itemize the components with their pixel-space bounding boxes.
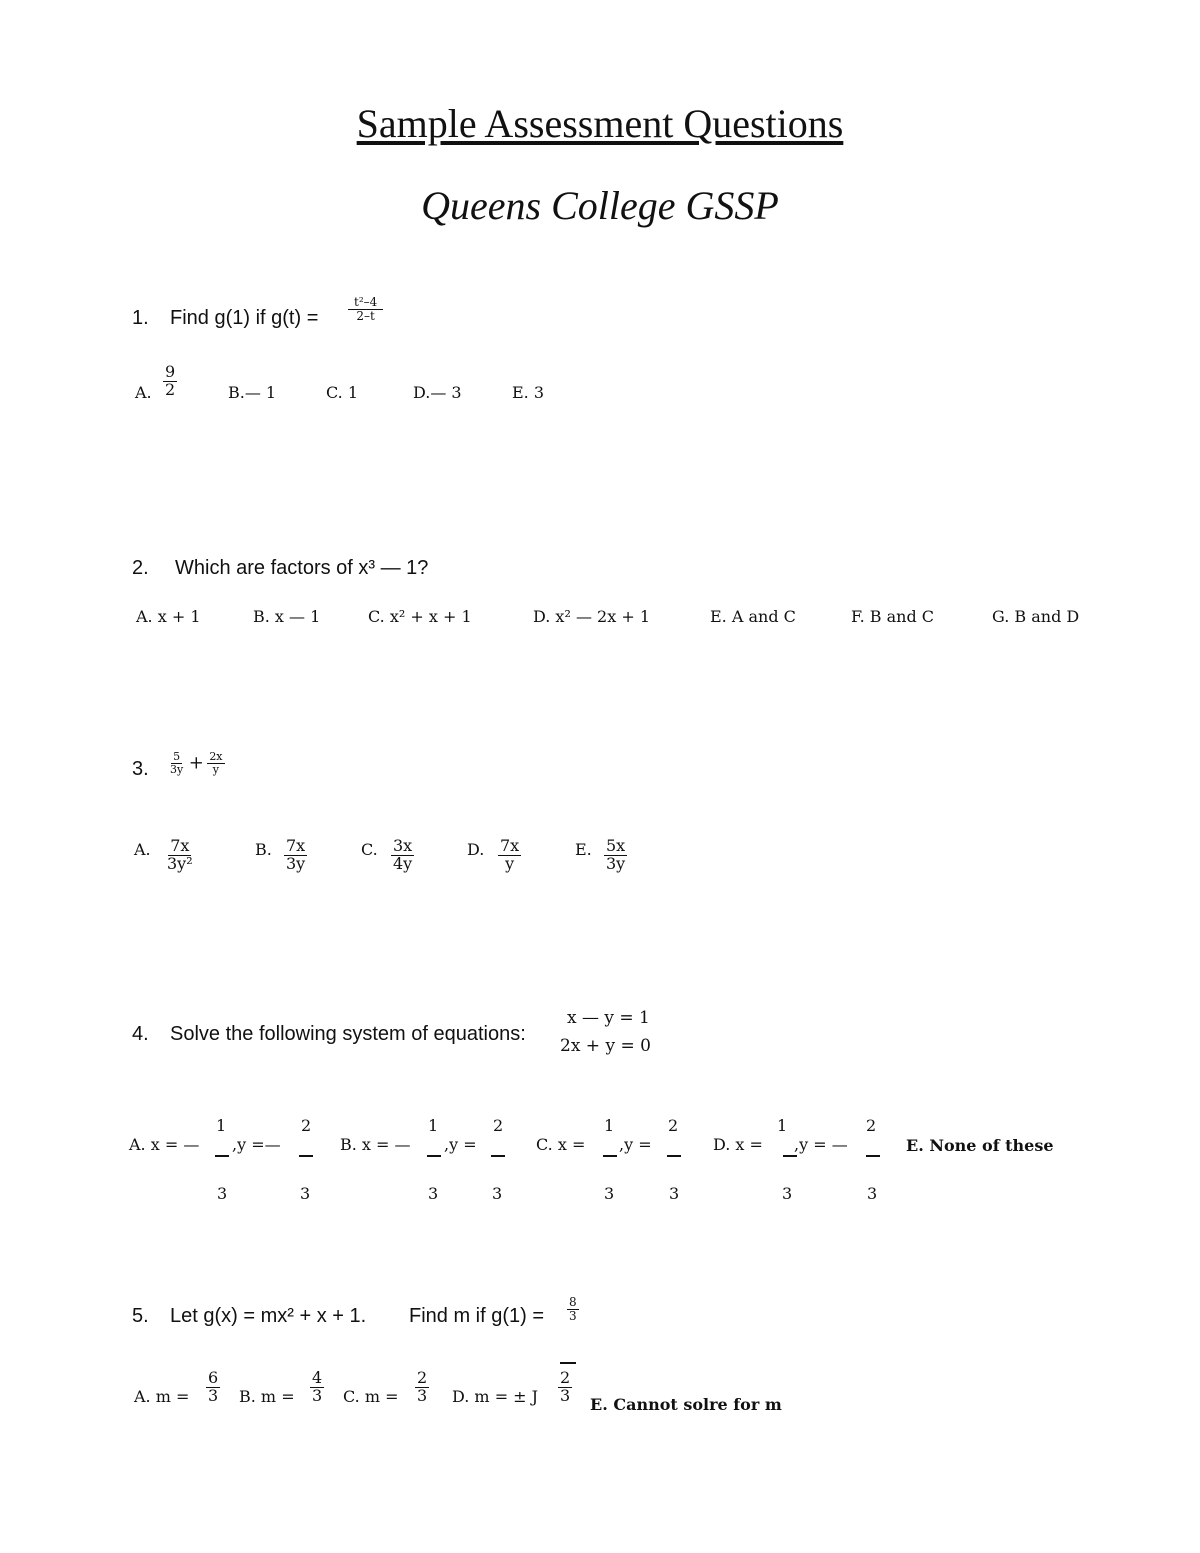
q4-option-c-y-num: 2 [668, 1116, 679, 1135]
q5-option-b-den: 3 [312, 1385, 323, 1405]
q4-option-b-y-num: 2 [493, 1116, 504, 1135]
q5-option-c-fraction [415, 1370, 429, 1405]
q4-option-b-x-den: 3 [428, 1184, 439, 1203]
q1-fraction [348, 296, 383, 322]
q4-option-a-x-num: 1 [216, 1116, 227, 1135]
q4-option-a-label: A. x = — [129, 1135, 200, 1154]
q4-option-c-y-den: 3 [669, 1184, 680, 1203]
q5-prompt-b: Find m if g(1) = [409, 1305, 545, 1327]
q2-prompt: Which are factors of x³ — 1? [175, 557, 429, 579]
q5-option-a-label: A. m = [134, 1387, 190, 1406]
q3-option-d-label: D. [467, 840, 485, 859]
q1-option-a-den: 2 [165, 379, 176, 399]
q1-option-a-num: 9 [165, 362, 176, 381]
q4-prompt: Solve the following system of equations: [170, 1023, 526, 1045]
q5-frac-den: 3 [569, 1308, 577, 1323]
q3-number: 3. [132, 758, 149, 780]
q4-option-d-y-bar [866, 1155, 880, 1157]
q5-option-a-num: 6 [208, 1368, 219, 1387]
q2-option-g: G. B and D [992, 607, 1080, 626]
q3-option-c-label: C. [361, 840, 378, 859]
q4-option-b-y-bar [491, 1155, 505, 1157]
q3-option-b-num: 7x [286, 836, 306, 855]
q3-option-b-fraction [284, 838, 307, 873]
q4-option-a-x-bar [215, 1155, 229, 1157]
q5-fraction [567, 1296, 579, 1322]
q4-option-b-label: B. x = — [340, 1135, 411, 1154]
q4-option-b-x-num: 1 [428, 1116, 439, 1135]
document-title: Sample Assessment Questions [356, 101, 844, 146]
q3-option-a-label: A. [134, 840, 151, 859]
q3-option-b-den: 3y [286, 853, 306, 873]
q4-option-d-label: D. x = [713, 1135, 763, 1154]
q5-option-b-label: B. m = [239, 1387, 295, 1406]
q3-option-c-den: 4y [393, 853, 413, 873]
q3-term2-num: 2x [209, 750, 223, 763]
q3-option-d-num: 7x [500, 836, 520, 855]
q4-option-b-y-den: 3 [492, 1184, 503, 1203]
q3-option-d-fraction [498, 838, 521, 873]
q4-option-a-y-bar [299, 1155, 313, 1157]
q4-number: 4. [132, 1023, 149, 1045]
q3-option-d-den: y [505, 853, 515, 873]
q3-option-a-den: 3y² [167, 853, 193, 873]
q5-prompt-a: Let g(x) = mx² + x + 1. [170, 1305, 367, 1327]
q5-option-d-overbar [560, 1362, 576, 1364]
q1-option-c: C. 1 [326, 383, 359, 402]
q5-option-b-num: 4 [312, 1368, 323, 1387]
q4-option-d-y-label: ,y = — [794, 1135, 848, 1154]
q5-option-a-fraction [206, 1370, 220, 1405]
q5-option-d-den: 3 [560, 1385, 571, 1405]
q5-number: 5. [132, 1305, 149, 1327]
q5-option-c-num: 2 [417, 1368, 428, 1387]
q1-frac-num: t²–4 [348, 296, 383, 310]
q3-option-e-num: 5x [606, 836, 626, 855]
q1-option-a-fraction [163, 364, 177, 399]
q5-option-d-fraction [558, 1370, 572, 1405]
q3-option-e-fraction [604, 838, 627, 873]
q4-option-d-y-num: 2 [866, 1116, 877, 1135]
q3-term2-den: y [212, 762, 220, 776]
q5-option-e: E. Cannot solre for m [590, 1395, 782, 1414]
q3-option-c-fraction [391, 838, 414, 873]
q3-term1-den: 3y [170, 762, 184, 776]
q4-option-d-y-den: 3 [867, 1184, 878, 1203]
q2-number: 2. [132, 557, 149, 579]
q4-option-a-x-den: 3 [217, 1184, 228, 1203]
q5-option-d-num: 2 [560, 1368, 571, 1387]
q2-option-f: F. B and C [851, 607, 935, 626]
q1-number: 1. [132, 307, 149, 329]
q3-option-a-fraction [165, 838, 195, 873]
q4-option-a-y-num: 2 [301, 1116, 312, 1135]
document-subtitle: Queens College GSSP [421, 183, 779, 228]
q4-option-c-label: C. x = [536, 1135, 586, 1154]
q1-option-a-label: A. [135, 383, 152, 402]
q5-option-c-den: 3 [417, 1385, 428, 1405]
q4-option-d-x-num: 1 [777, 1116, 788, 1135]
q4-option-c-y-label: ,y = [619, 1135, 652, 1154]
q2-option-a: A. x + 1 [136, 607, 201, 626]
q1-option-d: D.— 3 [413, 383, 462, 402]
q3-plus: + [188, 752, 204, 774]
q3-term1-num: 5 [173, 750, 181, 763]
q2-option-e: E. A and C [710, 607, 796, 626]
q2-option-d: D. x² — 2x + 1 [533, 607, 650, 626]
q5-option-a-den: 3 [208, 1385, 219, 1405]
q4-option-a-y-den: 3 [300, 1184, 311, 1203]
q4-option-b-y-label: ,y = [444, 1135, 477, 1154]
q3-option-e-label: E. [575, 840, 592, 859]
q4-option-d-x-bar [783, 1155, 797, 1157]
q2-option-b: B. x — 1 [253, 607, 321, 626]
q1-option-e: E. 3 [512, 383, 545, 402]
q2-option-c: C. x² + x + 1 [368, 607, 472, 626]
q4-option-c-x-den: 3 [604, 1184, 615, 1203]
q3-option-c-num: 3x [393, 836, 413, 855]
q4-option-c-x-num: 1 [604, 1116, 615, 1135]
q1-frac-den: 2–t [356, 308, 375, 323]
q5-option-b-fraction [310, 1370, 324, 1405]
q5-frac-num: 8 [569, 1295, 577, 1309]
q3-option-e-den: 3y [606, 853, 626, 873]
q1-option-b: B.— 1 [228, 383, 277, 402]
q4-option-a-y-label: ,y =— [232, 1135, 281, 1154]
q3-expression [168, 751, 225, 775]
q4-option-d-x-den: 3 [782, 1184, 793, 1203]
q1-prompt: Find g(1) if g(t) = [170, 307, 319, 329]
q4-option-e: E. None of these [906, 1136, 1054, 1155]
q4-equation-1: x — y = 1 [567, 1008, 650, 1028]
q3-option-b-label: B. [255, 840, 272, 859]
q4-option-c-y-bar [667, 1155, 681, 1157]
q4-option-b-x-bar [427, 1155, 441, 1157]
q4-equation-2: 2x + y = 0 [560, 1036, 651, 1056]
q3-option-a-num: 7x [170, 836, 190, 855]
q5-option-c-label: C. m = [343, 1387, 399, 1406]
q5-option-d-label: D. m = ± J [452, 1387, 539, 1406]
q4-option-c-x-bar [603, 1155, 617, 1157]
